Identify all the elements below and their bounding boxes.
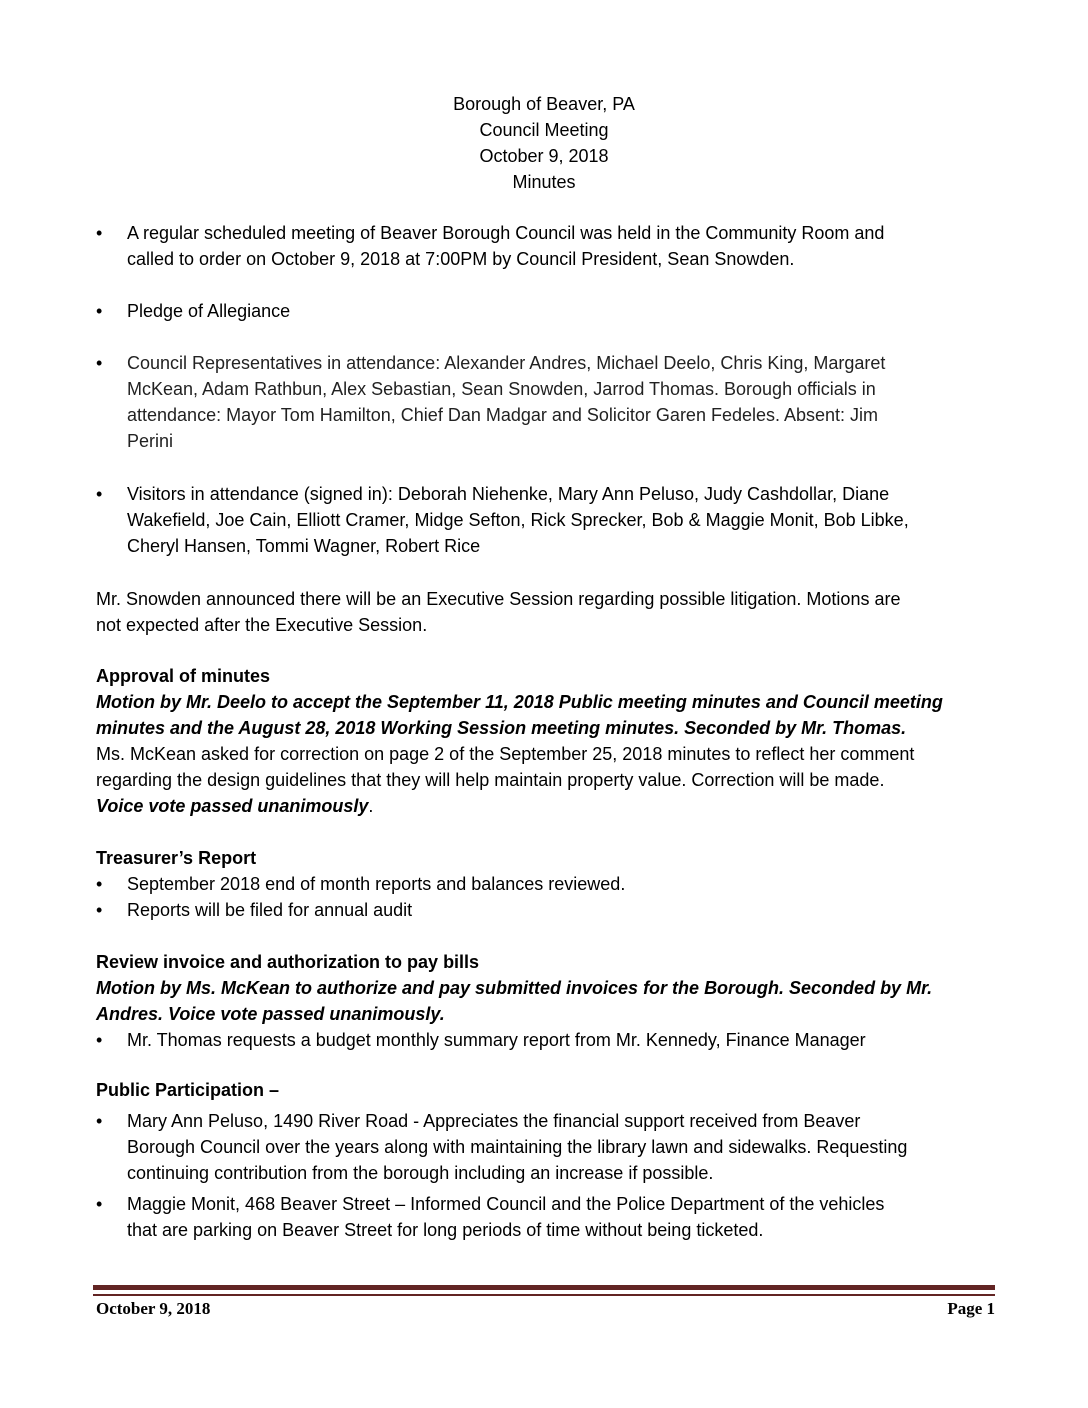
public-participation-heading: Public Participation – [96,1080,280,1100]
invoices-motion-line: Motion by Ms. McKean to authorize and pay submitted invoices for the Borough. Seconded by Mr. [96,978,933,998]
visitors-line: Visitors in attendance (signed in): Deborah Niehenke, Mary Ann Peluso, Judy Cashdollar, Diane [127,484,890,504]
treasurer-bullet-text: September 2018 end of month reports and balances reviewed. [127,874,626,894]
invoices-heading: Review invoice and authorization to pay bills [96,952,480,972]
approval-vote-result [96,793,1002,819]
treasurer-bullet-text: Reports will be filed for annual audit [127,900,413,920]
title-meeting-type: Council Meeting [479,120,609,140]
footer-rule-thick [93,1285,995,1290]
bullet-icon: • [96,1111,103,1131]
bullet-icon: • [96,223,103,243]
attendance-line: attendance: Mayor Tom Hamilton, Chief Dan Madgar and Solicitor Garen Fedeles. Absent: Jim [127,405,879,425]
executive-session-line: not expected after the Executive Session. [96,615,428,635]
bullet-icon: • [96,900,103,920]
public-comment-line: Borough Council over the years along with maintaining the library lawn and sidewalks. Requesting [127,1137,908,1157]
footer-page-number: Page 1 [947,1299,995,1318]
approval-vote-period: . [368,796,374,816]
approval-motion-line: minutes and the August 28, 2018 Working Session meeting minutes. Seconded by Mr. Thomas. [96,718,907,738]
visitors-line: Cheryl Hansen, Tommi Wagner, Robert Rice [127,536,481,556]
executive-session-note [96,586,1002,638]
title-minutes: Minutes [512,172,576,192]
title-date: October 9, 2018 [479,146,609,166]
approval-note-line: regarding the design guidelines that they will help maintain property value. Correction will be made. [96,770,885,790]
invoices-section [96,949,1002,1027]
pledge-line: Pledge of Allegiance [127,301,291,321]
attendance-line: Council Representatives in attendance: Alexander Andres, Michael Deelo, Chris King, Margaret [127,353,886,373]
title-borough: Borough of Beaver, PA [453,94,635,114]
invoices-bullet-text: Mr. Thomas requests a budget monthly summary report from Mr. Kennedy, Finance Manager [127,1030,866,1050]
public-comment-line: Maggie Monit, 468 Beaver Street – Informed Council and the Police Department of the vehicles [127,1194,885,1214]
invoices-motion-line: Andres. Voice vote passed unanimously. [96,1004,445,1024]
approval-vote-text: Voice vote passed unanimously [96,796,369,816]
attendance-line: Perini [127,431,174,451]
bullet-icon: • [96,301,103,321]
footer-date: October 9, 2018 [96,1299,211,1318]
approval-of-minutes-section [96,663,1002,819]
public-comment-line: that are parking on Beaver Street for long periods of time without being ticketed. [127,1220,764,1240]
approval-note-line: Ms. McKean asked for correction on page 2 of the September 25, 2018 minutes to reflect her comment [96,744,915,764]
bullet-icon: • [96,1030,103,1050]
attendance-line: McKean, Adam Rathbun, Alex Sebastian, Sean Snowden, Jarrod Thomas. Borough officials in [127,379,876,399]
bullet-icon: • [96,874,103,894]
bullet-icon: • [96,353,103,373]
bullet-icon: • [96,1194,103,1214]
approval-of-minutes-heading: Approval of minutes [96,666,271,686]
treasurers-report-section [96,845,1002,871]
approval-motion-line: Motion by Mr. Deelo to accept the September 11, 2018 Public meeting minutes and Council meeting [96,692,943,712]
public-participation-section [96,1077,1002,1103]
public-comment-line: continuing contribution from the borough including an increase if possible. [127,1163,714,1183]
bullet-icon: • [96,484,103,504]
public-comment-line: Mary Ann Peluso, 1490 River Road - Appreciates the financial support received from Beaver [127,1111,861,1131]
document-title-block [0,91,1088,195]
visitors-line: Wakefield, Joe Cain, Elliott Cramer, Midge Sefton, Rick Sprecker, Bob & Maggie Monit, Bob Libke, [127,510,909,530]
executive-session-line: Mr. Snowden announced there will be an Executive Session regarding possible litigation. Motions are [96,589,901,609]
call-to-order-line: A regular scheduled meeting of Beaver Borough Council was held in the Community Room and [127,223,885,243]
footer-rule-thin [93,1294,995,1296]
treasurers-report-heading: Treasurer’s Report [96,848,257,868]
call-to-order-line: called to order on October 9, 2018 at 7:00PM by Council President, Sean Snowden. [127,249,795,269]
